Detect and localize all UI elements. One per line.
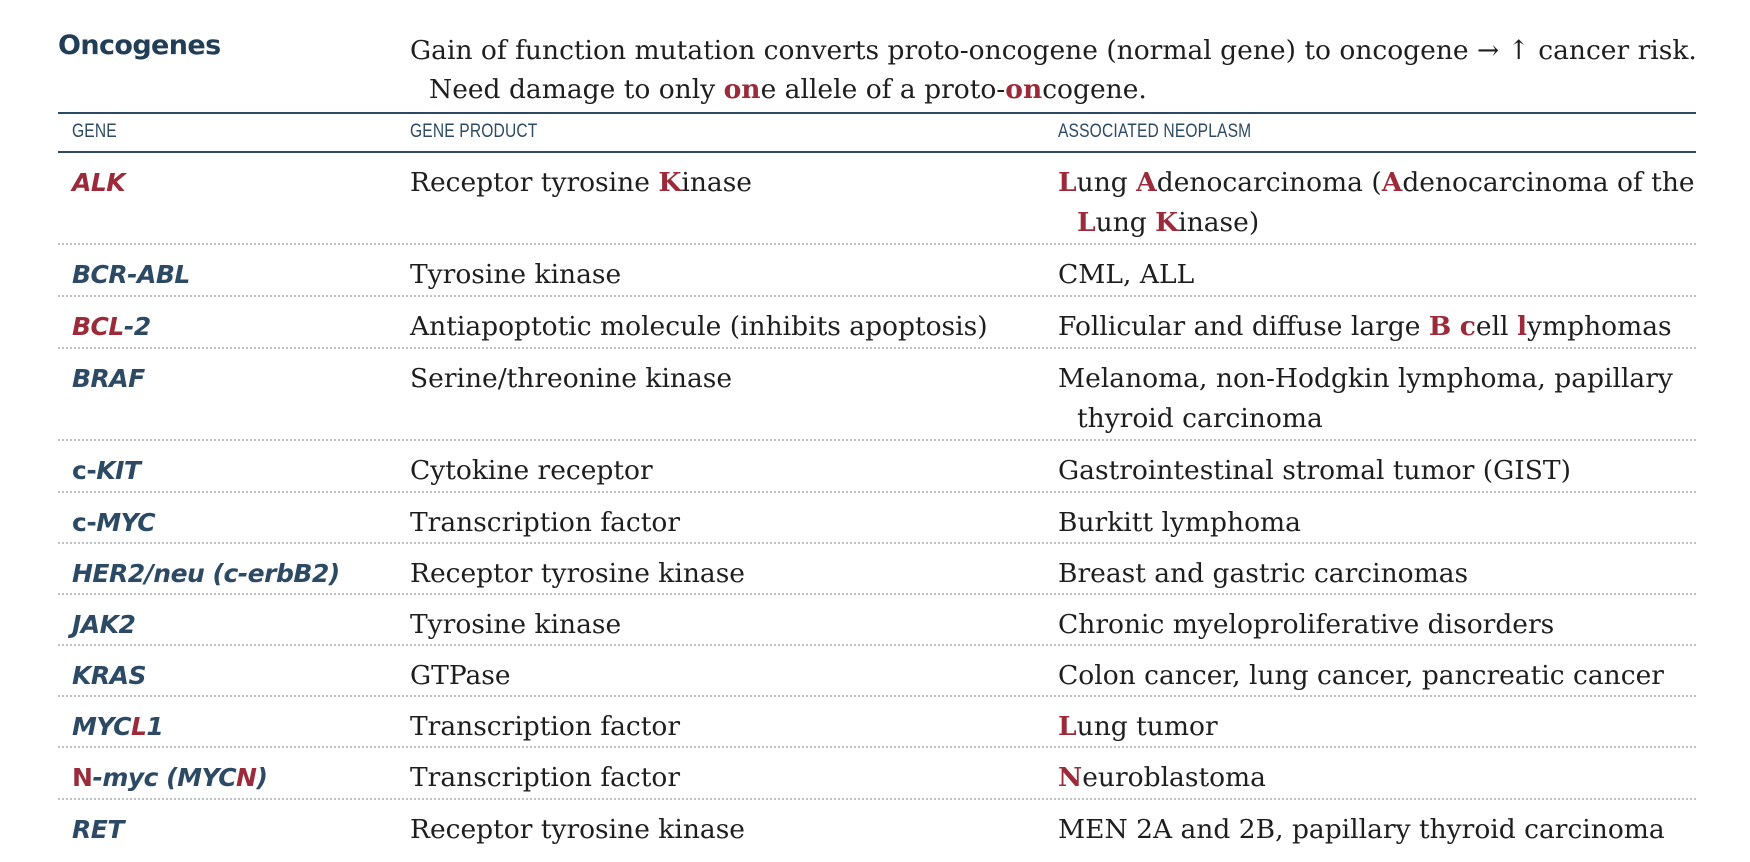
intro-line-2: Need damage to only one allele of a proto-oncogene. (429, 74, 1147, 105)
table-row (58, 697, 1696, 748)
table-row (58, 800, 1696, 852)
gene-cell: ALK (72, 168, 126, 197)
gene-cell: MYCL1 (72, 712, 164, 741)
gene-cell: c-MYC (72, 508, 156, 537)
gene-product-cell: Tyrosine kinase (410, 259, 622, 290)
gene-product-cell: Serine/threonine kinase (410, 363, 733, 394)
neoplasm-cell: Melanoma, non-Hodgkin lymphoma, papillary thyroid carcinoma (1058, 363, 1673, 434)
oncogene-table (58, 153, 1696, 852)
gene-product-cell: Antiapoptotic molecule (inhibits apoptosis) (410, 311, 988, 342)
gene-product-cell: Tyrosine kinase (410, 609, 622, 640)
gene-product-cell: GTPase (410, 660, 511, 691)
table-row (58, 544, 1696, 595)
table-row (58, 349, 1696, 441)
neoplasm-cell: Gastrointestinal stromal tumor (GIST) (1058, 455, 1571, 486)
neoplasm-cell: Colon cancer, lung cancer, pancreatic cancer (1058, 660, 1664, 691)
gene-product-cell: Receptor tyrosine Kinase (410, 167, 752, 198)
section-title: Oncogenes (58, 30, 221, 61)
neoplasm-cell: Lung Adenocarcinoma (Adenocarcinoma of the Lung Kinase) (1058, 167, 1695, 238)
intro-line-1: Gain of function mutation converts proto-oncogene (normal gene) to oncogene → ↑ cancer risk. (410, 35, 1697, 66)
neoplasm-cell: Follicular and diffuse large B cell lymphomas (1058, 311, 1672, 342)
table-row (58, 493, 1696, 544)
gene-cell: BRAF (72, 364, 145, 393)
gene-cell: JAK2 (72, 610, 136, 639)
gene-product-cell: Cytokine receptor (410, 455, 653, 486)
gene-product-cell: Receptor tyrosine kinase (410, 558, 745, 589)
gene-cell: RET (72, 815, 124, 844)
table-row (58, 297, 1696, 349)
neoplasm-cell: Chronic myeloproliferative disorders (1058, 609, 1555, 640)
table-row (58, 245, 1696, 297)
gene-cell: c-KIT (72, 456, 141, 485)
gene-cell: KRAS (72, 661, 146, 690)
gene-cell: BCR-ABL (72, 260, 190, 289)
neoplasm-cell: Burkitt lymphoma (1058, 507, 1301, 538)
top-rule (58, 112, 1696, 114)
table-row (58, 595, 1696, 646)
table-row (58, 153, 1696, 245)
intro-text (410, 31, 1730, 109)
table-row (58, 748, 1696, 800)
gene-product-cell: Receptor tyrosine kinase (410, 814, 745, 845)
table-row (58, 646, 1696, 697)
gene-cell: BCL-2 (72, 312, 151, 341)
column-header-gene-product: GENE PRODUCT (410, 121, 538, 142)
gene-cell: HER2/neu (c-erbB2) (72, 559, 340, 588)
neoplasm-cell: Neuroblastoma (1058, 762, 1266, 793)
neoplasm-cell: Lung tumor (1058, 711, 1218, 742)
column-header-associated-neoplasm: ASSOCIATED NEOPLASM (1058, 121, 1252, 142)
table-row (58, 441, 1696, 493)
gene-product-cell: Transcription factor (410, 711, 681, 742)
neoplasm-cell: MEN 2A and 2B, papillary thyroid carcinoma (1058, 814, 1665, 845)
neoplasm-cell: Breast and gastric carcinomas (1058, 558, 1469, 589)
gene-cell: N-myc (MYCN) (72, 763, 268, 792)
gene-product-cell: Transcription factor (410, 507, 681, 538)
neoplasm-cell: CML, ALL (1058, 259, 1195, 290)
column-header-gene: GENE (72, 121, 117, 142)
gene-product-cell: Transcription factor (410, 762, 681, 793)
